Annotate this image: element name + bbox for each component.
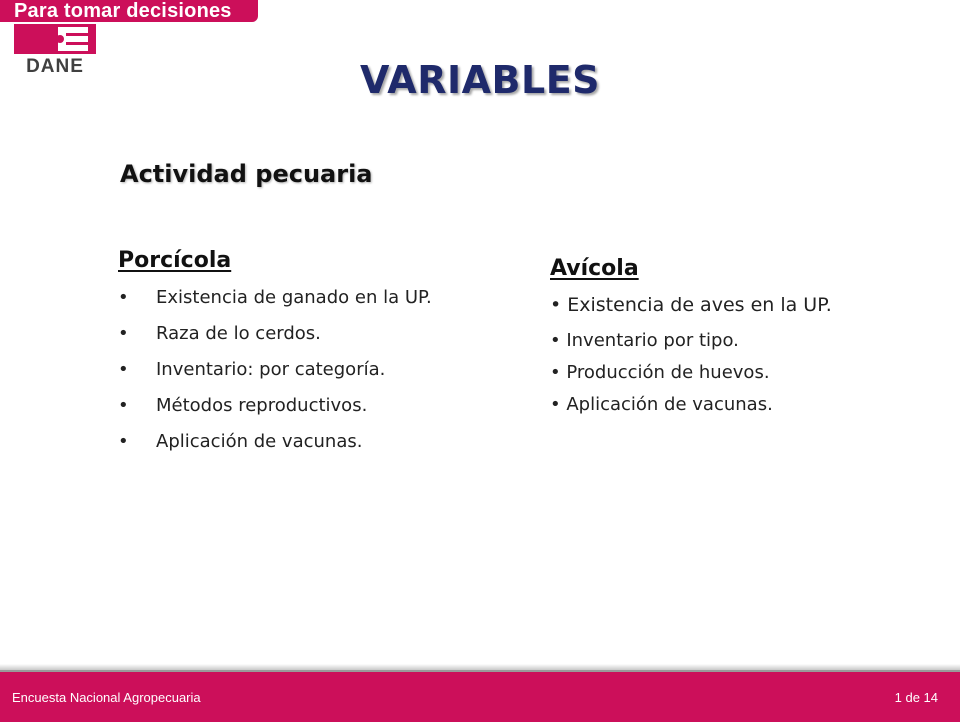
right-column-heading: Avícola: [550, 256, 639, 281]
footer-title: Encuesta Nacional Agropecuaria: [12, 690, 201, 705]
list-item-text: Inventario: por categoría.: [156, 359, 386, 380]
list-item: • Existencia de aves en la UP.: [550, 294, 832, 316]
left-column-heading: Porcícola: [118, 248, 232, 273]
list-item: [118, 394, 432, 430]
list-item: • Aplicación de vacunas.: [550, 394, 773, 415]
bullet-icon: •: [118, 395, 129, 416]
list-item-text: Existencia de ganado en la UP.: [156, 287, 432, 308]
list-item: [118, 286, 432, 322]
list-item: [118, 358, 432, 394]
list-item: • Producción de huevos.: [550, 362, 770, 383]
page-indicator: 1 de 14: [894, 690, 938, 705]
section-heading: Actividad pecuaria: [120, 160, 373, 188]
list-item: [118, 430, 432, 466]
header-banner: [0, 0, 258, 22]
bullet-icon: •: [118, 359, 129, 380]
list-item: • Inventario por tipo.: [550, 330, 739, 351]
slide-title: VARIABLES: [359, 58, 601, 102]
list-item: [118, 322, 432, 358]
right-bullet-list: [550, 292, 832, 424]
left-bullet-list: [118, 286, 432, 466]
footer-bar: [0, 670, 960, 722]
banner-text: Para tomar decisiones: [14, 0, 232, 22]
bullet-icon: •: [118, 431, 129, 452]
bullet-icon: •: [118, 323, 129, 344]
bullet-icon: •: [118, 287, 129, 308]
list-item-text: Raza de lo cerdos.: [156, 323, 321, 344]
logo-text: DANE: [26, 56, 84, 77]
list-item-text: Aplicación de vacunas.: [156, 431, 363, 452]
dane-logo-mark-icon: [14, 24, 96, 54]
list-item-text: Métodos reproductivos.: [156, 395, 368, 416]
